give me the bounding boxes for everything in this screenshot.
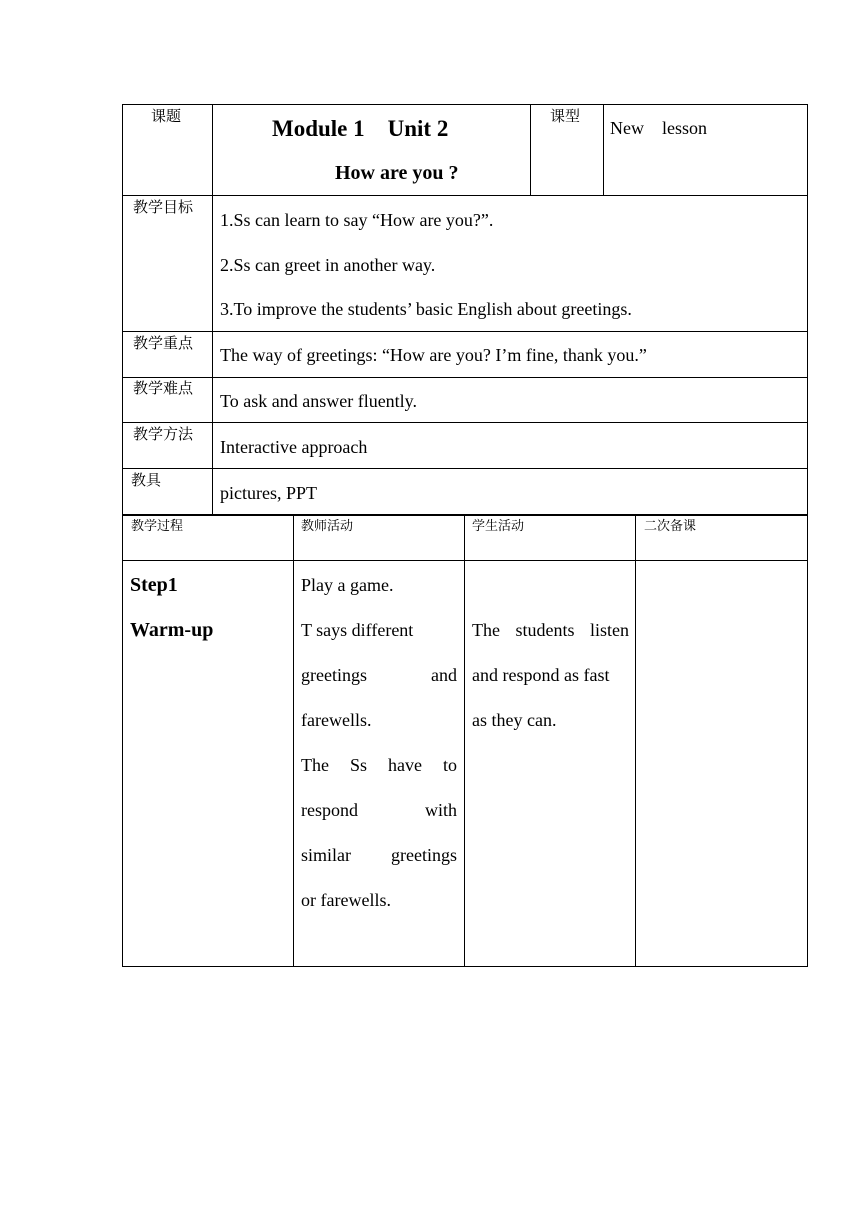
lesson-title: Module 1 Unit 2 — [272, 116, 449, 141]
lesson-subtitle: How are you ? — [335, 162, 459, 184]
col-student-header: 学生活动 — [472, 519, 525, 534]
step-name: Warm-up — [130, 619, 214, 641]
topic-label: 课题 — [151, 107, 182, 125]
key-point-value: The way of greetings: “How are you? I’m fine, thank you.” — [220, 345, 647, 365]
type-value: New lesson — [610, 118, 707, 138]
teacher-line: The Ss have to — [301, 755, 457, 775]
teacher-line: Play a game. — [301, 575, 394, 595]
student-line: as they can. — [472, 710, 557, 730]
teacher-line: farewells. — [301, 710, 372, 730]
col-teacher-header: 教师活动 — [301, 519, 354, 534]
teacher-line: or farewells. — [301, 890, 391, 910]
difficulty-label: 教学难点 — [133, 379, 194, 397]
student-line: and respond as fast — [472, 665, 610, 685]
objective-item: 3.To improve the students’ basic English about greetings. — [220, 299, 632, 319]
teacher-line: similar greetings — [301, 845, 457, 865]
objectives-label: 教学目标 — [133, 198, 194, 216]
col-notes-header: 二次备课 — [644, 519, 697, 534]
aids-label: 教具 — [131, 471, 162, 489]
aids-value: pictures, PPT — [220, 483, 317, 503]
teacher-line: T says different — [301, 620, 414, 640]
student-line: The students listen — [472, 620, 629, 640]
difficulty-value: To ask and answer fluently. — [220, 391, 418, 411]
teacher-line: greetings and — [301, 665, 457, 685]
type-label: 课型 — [550, 107, 581, 125]
teacher-line: respond with — [301, 800, 457, 820]
key-point-label: 教学重点 — [133, 334, 194, 352]
step-title: Step1 — [130, 574, 178, 596]
objective-item: 2.Ss can greet in another way. — [220, 255, 436, 275]
col-process-header: 教学过程 — [131, 519, 184, 534]
method-value: Interactive approach — [220, 437, 368, 457]
method-label: 教学方法 — [133, 425, 194, 443]
objective-item: 1.Ss can learn to say “How are you?”. — [220, 210, 494, 230]
